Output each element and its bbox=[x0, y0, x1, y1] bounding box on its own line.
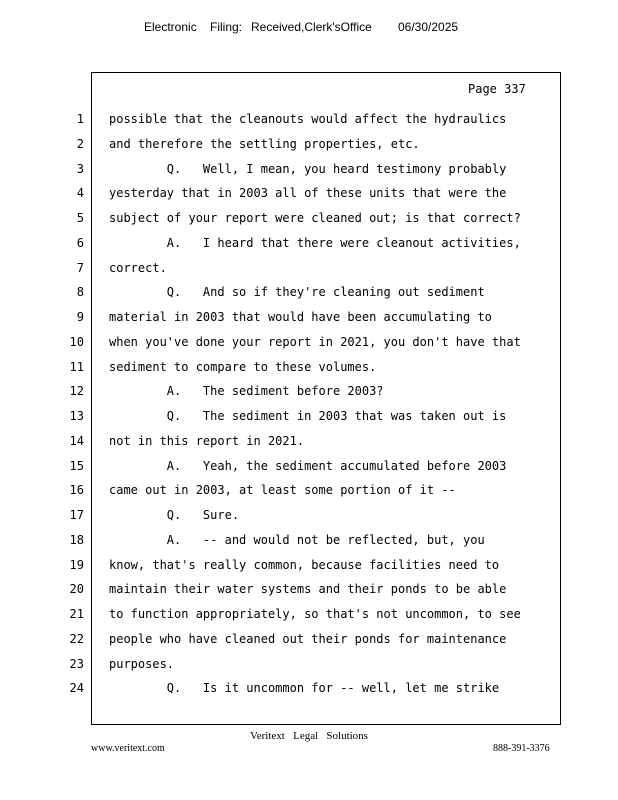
transcript-line bbox=[0, 676, 618, 701]
line-text: A. Yeah, the sediment accumulated before 2003 bbox=[109, 458, 507, 473]
line-number: 18 bbox=[69, 532, 84, 547]
line-text: Q. Sure. bbox=[109, 508, 240, 522]
line-text: subject of your report were cleaned out; is that correct? bbox=[109, 211, 521, 225]
line-text: when you've done your report in 2021, you don't have that bbox=[109, 334, 521, 349]
line-number: 10 bbox=[69, 334, 84, 349]
transcript-line bbox=[0, 553, 618, 578]
line-number: 14 bbox=[69, 433, 84, 448]
transcript-line bbox=[0, 330, 618, 355]
transcript-line bbox=[0, 652, 618, 677]
line-text: A. I heard that there were cleanout activities, bbox=[109, 235, 521, 250]
line-text: to function appropriately, so that's not uncommon, to see bbox=[109, 607, 521, 621]
line-number: 23 bbox=[69, 656, 84, 671]
line-text: purposes. bbox=[109, 656, 175, 671]
transcript-line bbox=[0, 355, 618, 380]
line-text: material in 2003 that would have been accumulating to bbox=[109, 310, 492, 324]
line-number: 6 bbox=[76, 235, 84, 250]
line-text: not in this report in 2021. bbox=[109, 433, 305, 448]
line-number: 7 bbox=[76, 260, 84, 275]
received-stamp: Received,Clerk'sOffice bbox=[251, 20, 372, 34]
line-number: 4 bbox=[76, 186, 84, 201]
footer-company: Veritext Legal Solutions bbox=[250, 730, 368, 742]
line-number: 19 bbox=[69, 557, 84, 572]
line-text: came out in 2003, at least some portion of it -- bbox=[109, 483, 456, 498]
transcript-line bbox=[0, 577, 618, 602]
line-text: know, that's really common, because facilities need to bbox=[109, 557, 500, 572]
line-number: 1 bbox=[76, 112, 84, 126]
line-number: 3 bbox=[76, 161, 84, 176]
transcript-line bbox=[0, 280, 618, 305]
line-text: Q. Well, I mean, you heard testimony probably bbox=[109, 161, 507, 176]
line-text: Q. Is it uncommon for -- well, let me strike bbox=[109, 681, 500, 696]
transcript-line bbox=[0, 478, 618, 503]
transcript-line bbox=[0, 602, 618, 627]
line-number: 12 bbox=[69, 384, 84, 399]
line-number: 13 bbox=[69, 409, 84, 423]
transcript-line bbox=[0, 627, 618, 652]
transcript-lines bbox=[0, 107, 618, 701]
transcript-line bbox=[0, 305, 618, 330]
transcript-line bbox=[0, 429, 618, 454]
line-text: sediment to compare to these volumes. bbox=[109, 359, 377, 374]
line-number: 20 bbox=[69, 582, 84, 597]
filing-label: Electronic bbox=[144, 20, 197, 34]
line-number: 11 bbox=[69, 359, 84, 374]
line-number: 16 bbox=[69, 483, 84, 498]
footer-phone: 888-391-3376 bbox=[493, 743, 550, 754]
line-text: Q. The sediment in 2003 that was taken out is bbox=[109, 409, 507, 423]
line-number: 5 bbox=[76, 211, 84, 225]
line-number: 15 bbox=[69, 458, 84, 473]
page-number: Page 337 bbox=[468, 82, 526, 96]
transcript-line bbox=[0, 503, 618, 528]
transcript-line bbox=[0, 379, 618, 404]
transcript-line bbox=[0, 404, 618, 429]
line-text: A. -- and would not be reflected, but, you bbox=[109, 532, 485, 547]
transcript-line bbox=[0, 454, 618, 479]
footer-website: www.veritext.com bbox=[91, 743, 165, 754]
transcript-line bbox=[0, 206, 618, 231]
filing-date: 06/30/2025 bbox=[398, 20, 459, 34]
line-text: A. The sediment before 2003? bbox=[109, 384, 384, 399]
line-text: people who have cleaned out their ponds for maintenance bbox=[109, 631, 507, 646]
line-number: 17 bbox=[69, 508, 84, 522]
line-number: 9 bbox=[76, 310, 84, 324]
line-text: yesterday that in 2003 all of these units that were the bbox=[109, 186, 507, 201]
line-number: 8 bbox=[76, 285, 84, 300]
line-number: 22 bbox=[69, 631, 84, 646]
line-text: maintain their water systems and their ponds to be able bbox=[109, 582, 507, 597]
line-number: 24 bbox=[69, 681, 84, 696]
line-text: and therefore the settling properties, etc. bbox=[109, 136, 420, 151]
transcript-line bbox=[0, 231, 618, 256]
line-text: Q. And so if they're cleaning out sediment bbox=[109, 285, 485, 300]
line-number: 21 bbox=[69, 607, 84, 621]
transcript-line bbox=[0, 181, 618, 206]
transcript-line bbox=[0, 157, 618, 182]
transcript-line bbox=[0, 256, 618, 281]
line-text: correct. bbox=[109, 260, 167, 275]
line-number: 2 bbox=[76, 136, 84, 151]
filing-kind: Filing: bbox=[210, 20, 243, 34]
transcript-line bbox=[0, 132, 618, 157]
line-text: possible that the cleanouts would affect the hydraulics bbox=[109, 112, 507, 126]
transcript-line bbox=[0, 528, 618, 553]
transcript-line bbox=[0, 107, 618, 132]
